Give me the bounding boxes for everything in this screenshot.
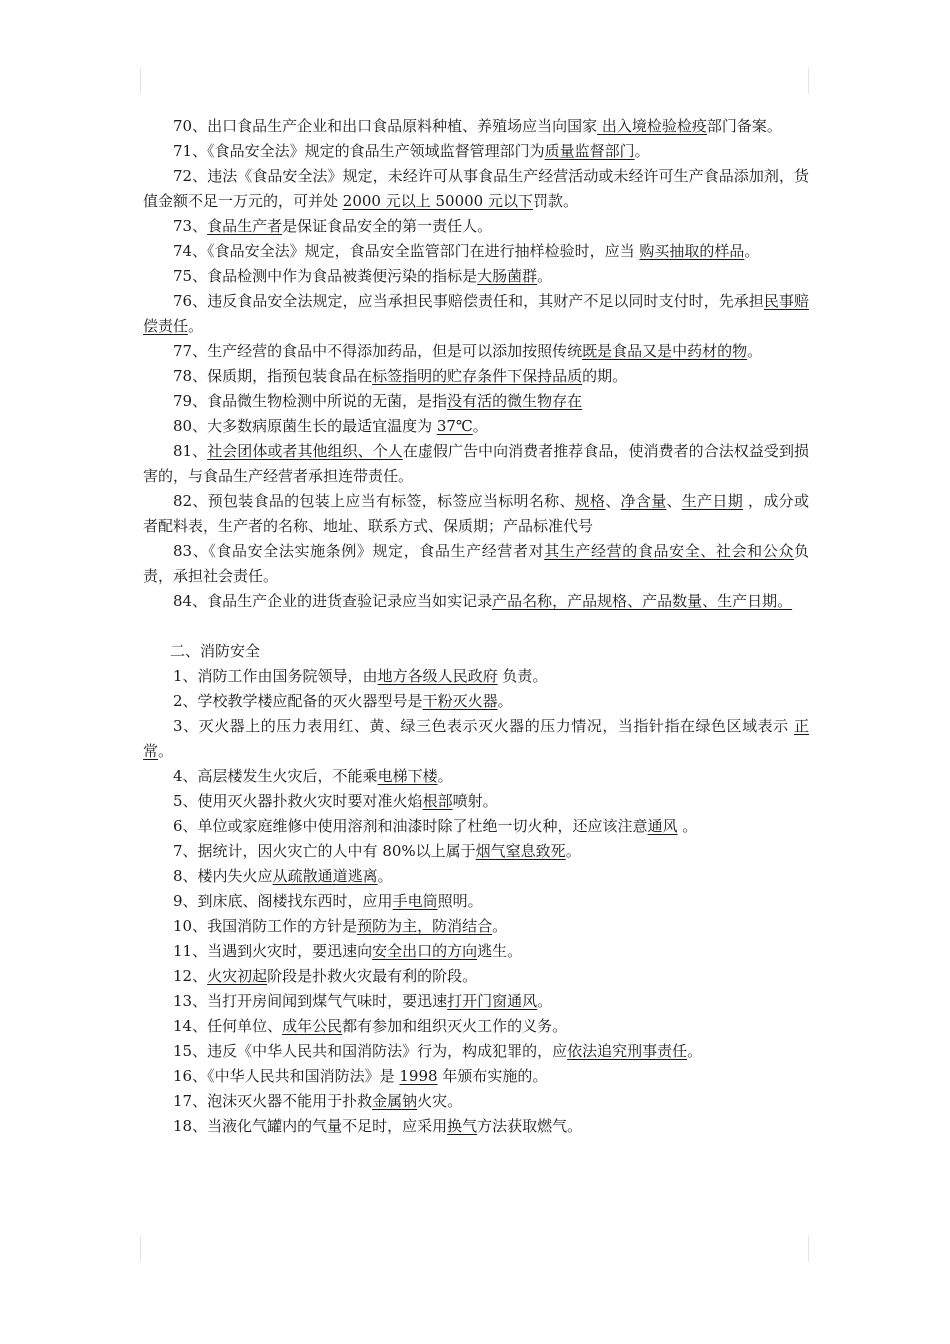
question-text: 食品微生物检测中所说的无菌，是指 <box>207 392 448 410</box>
question-text: 负责，承担社会责任。 <box>143 542 809 585</box>
question-text: 违反《中华人民共和国消防法》行为，构成犯罪的，应 <box>207 1042 568 1060</box>
section-heading-fire-safety: 二、消防安全 <box>170 642 261 660</box>
question-number: 73、 <box>173 217 208 235</box>
answer-blank: 食品生产者 <box>207 217 283 235</box>
answer-blank: 大肠菌群 <box>477 267 538 285</box>
answer-blank: 其生产经营的食品安全、社会和公众 <box>544 542 794 560</box>
question-text: 当遇到火灾时，要迅速向 <box>207 942 373 960</box>
answer-blank: 手电筒 <box>392 892 438 910</box>
answer-blank: 安全出口的方向 <box>372 942 478 960</box>
question-text: 逃生。 <box>477 942 523 960</box>
answer-blank: 预防为主，防消结合 <box>357 917 493 935</box>
answer-blank: 规格 <box>574 492 606 510</box>
answer-blank: 从疏散通道逃离 <box>272 867 378 885</box>
question-text: 违法《食品安全法》规定，未经许可从事食品生产经营活动或未经许可生产食品添加剂，货值金额不足一万元的，可并处 <box>143 167 809 210</box>
document-body <box>143 114 809 1139</box>
answer-blank: 民事赔偿责任 <box>143 292 809 335</box>
question-text: 《食品安全法》规定的食品生产领域监督管理部门为 <box>207 142 545 160</box>
question-item <box>143 339 809 364</box>
question-item <box>143 214 809 239</box>
question-item <box>143 539 809 589</box>
question-number: 5、 <box>173 792 198 810</box>
question-text: 楼内失火应 <box>197 867 273 885</box>
question-text: 罚款。 <box>532 192 578 210</box>
question-text: 。 <box>492 917 508 935</box>
question-text: 。 <box>377 867 393 885</box>
question-item <box>143 839 809 864</box>
question-number: 14、 <box>173 1017 208 1035</box>
question-number: 12、 <box>173 967 208 985</box>
question-text: 负责。 <box>497 667 548 685</box>
answer-blank: 社会团体或者其他组织、个人 <box>207 442 403 460</box>
question-item <box>143 939 809 964</box>
question-item <box>143 764 809 789</box>
question-number: 2、 <box>173 692 198 710</box>
answer-blank: 地方各级人民政府 <box>377 667 498 685</box>
question-item <box>143 1064 809 1089</box>
question-text: 。 <box>687 1042 703 1060</box>
question-text: 部门备案。 <box>706 117 782 135</box>
question-number: 11、 <box>173 942 208 960</box>
question-number: 81、 <box>173 442 208 460</box>
question-item <box>143 139 809 164</box>
question-item <box>143 414 809 439</box>
question-number: 82、 <box>173 492 208 510</box>
question-item <box>143 164 809 214</box>
question-item <box>143 439 809 489</box>
answer-blank: 换气 <box>447 1117 478 1135</box>
question-text: 灭火器上的压力表用红、黄、绿三色表示灭火器的压力情况，当指针指在绿色区域表示 <box>198 717 794 735</box>
question-text: 。 <box>634 142 650 160</box>
question-item <box>143 114 809 139</box>
answer-blank: 出入境检验检疫 <box>597 117 707 135</box>
answer-blank: 烟气窒息致死 <box>475 842 566 860</box>
question-text: 。 <box>188 317 204 335</box>
question-item <box>143 1089 809 1114</box>
question-number: 80、 <box>173 417 208 435</box>
question-text: 当液化气罐内的气量不足时，应采用 <box>207 1117 448 1135</box>
answer-blank: 火灾初起 <box>207 967 268 985</box>
question-number: 18、 <box>173 1117 208 1135</box>
question-text: 高层楼发生火灾后，不能乘 <box>197 767 378 785</box>
question-text: 、 <box>605 492 621 510</box>
answer-blank: 既是食品又是中药材的物 <box>582 342 748 360</box>
question-item <box>143 664 809 689</box>
question-item <box>143 789 809 814</box>
question-text: 《中华人民共和国消防法》是 <box>207 1067 400 1085</box>
question-number: 74、 <box>173 242 208 260</box>
question-number: 72、 <box>173 167 208 185</box>
question-item <box>143 289 809 339</box>
question-number: 7、 <box>173 842 198 860</box>
question-text: 泡沫灭火器不能用于扑救 <box>207 1092 373 1110</box>
question-text: 单位或家庭维修中使用溶剂和油漆时除了杜绝一切火种，还应该注意 <box>197 817 648 835</box>
question-item <box>143 264 809 289</box>
question-text: 。 <box>537 992 553 1010</box>
question-item <box>143 914 809 939</box>
question-text: 任何单位、 <box>207 1017 283 1035</box>
food-safety-question-list <box>143 114 809 614</box>
question-text: 使用灭火器扑救火灾时要对准火焰 <box>197 792 423 810</box>
question-number: 77、 <box>173 342 208 360</box>
fire-safety-question-list <box>143 664 809 1139</box>
question-text: 我国消防工作的方针是 <box>207 917 358 935</box>
answer-blank: 打开门窗通风 <box>447 992 538 1010</box>
answer-blank: 金属钠 <box>372 1092 418 1110</box>
question-text: 是保证食品安全的第一责任人。 <box>282 217 493 235</box>
question-text: 。 <box>437 767 453 785</box>
question-text: 到床底、阁楼找东西时，应用 <box>197 892 393 910</box>
question-number: 16、 <box>173 1067 208 1085</box>
question-item <box>143 589 809 614</box>
question-text: 方法获取燃气。 <box>477 1117 583 1135</box>
answer-blank: 1998 <box>399 1067 438 1085</box>
answer-blank: 标签指明的贮存条件下保持品质 <box>372 367 583 385</box>
answer-blank: 生产日期 <box>681 492 743 510</box>
question-item <box>143 1014 809 1039</box>
question-item <box>143 864 809 889</box>
question-number: 1、 <box>173 667 198 685</box>
answer-blank: 正常 <box>143 717 809 760</box>
question-text: 《食品安全法》规定，食品安全监管部门在进行抽样检验时，应当 <box>207 242 640 260</box>
question-number: 4、 <box>173 767 198 785</box>
question-text: 学校教学楼应配备的灭火器型号是 <box>197 692 423 710</box>
page-corner-mark <box>808 68 810 94</box>
question-text: 火灾。 <box>417 1092 463 1110</box>
answer-blank: 依法追究刑事责任 <box>567 1042 688 1060</box>
question-number: 70、 <box>173 117 208 135</box>
question-text: 据统计，因火灾亡的人中有 80%以上属于 <box>197 842 476 860</box>
answer-blank: 通风 <box>647 817 678 835</box>
question-text: 、 <box>666 492 682 510</box>
page-corner-mark <box>140 1236 142 1262</box>
page-corner-mark <box>808 1236 810 1262</box>
question-number: 17、 <box>173 1092 208 1110</box>
question-text: 保质期，指预包装食品在 <box>207 367 373 385</box>
answer-blank: 质量监督部门 <box>544 142 635 160</box>
answer-blank: 成年公民 <box>282 1017 343 1035</box>
question-item <box>143 889 809 914</box>
answer-blank: 根部 <box>422 792 453 810</box>
question-text: 喷射。 <box>452 792 498 810</box>
section-spacer <box>143 614 809 639</box>
question-text: 在虚假广告中向消费者推荐食品，使消费者的合法权益受到损害的，与食品生产经营者承担连带责任。 <box>143 442 809 485</box>
question-text: 出口食品生产企业和出口食品原料种植、养殖场应当向国家 <box>207 117 598 135</box>
question-item <box>143 989 809 1014</box>
question-text: 。 <box>158 742 174 760</box>
question-number: 9、 <box>173 892 198 910</box>
answer-blank: 电梯下楼 <box>377 767 438 785</box>
question-text: 预包装食品的包装上应当有标签，标签应当标明名称、 <box>207 492 575 510</box>
question-number: 71、 <box>173 142 208 160</box>
answer-blank: 净含量 <box>620 492 667 510</box>
question-text: 违反食品安全法规定，应当承担民事赔偿责任和，其财产不足以同时支付时，先承担 <box>207 292 764 310</box>
question-number: 84、 <box>173 592 208 610</box>
question-text: 。 <box>497 692 513 710</box>
question-item <box>143 714 809 764</box>
question-number: 6、 <box>173 817 198 835</box>
question-number: 8、 <box>173 867 198 885</box>
question-item <box>143 364 809 389</box>
answer-blank: 没有活的微生物存在 <box>447 392 583 410</box>
question-number: 76、 <box>173 292 208 310</box>
question-number: 78、 <box>173 367 208 385</box>
question-text: 。 <box>747 342 763 360</box>
question-number: 10、 <box>173 917 208 935</box>
question-text: ，成分或者配料表，生产者的名称、地址、联系方式、保质期；产品标准代号 <box>143 492 809 535</box>
answer-blank: 2000 元以上 50000 元以下 <box>342 192 533 210</box>
question-text: 《食品安全法实施条例》规定，食品生产经营者对 <box>208 542 545 560</box>
question-number: 3、 <box>173 717 199 735</box>
question-item <box>143 489 809 539</box>
question-text: 。 <box>537 267 553 285</box>
question-number: 75、 <box>173 267 208 285</box>
question-text: 年颁布实施的。 <box>437 1067 548 1085</box>
question-text: 食品生产企业的进货查验记录应当如实记录 <box>207 592 493 610</box>
question-text: 。 <box>472 417 488 435</box>
question-item <box>143 239 809 264</box>
question-text: 生产经营的食品中不得添加药品，但是可以添加按照传统 <box>207 342 583 360</box>
question-text: 大多数病原菌生长的最适宜温度为 <box>207 417 437 435</box>
question-text: 消防工作由国务院领导，由 <box>197 667 378 685</box>
question-item <box>143 964 809 989</box>
answer-blank: 干粉灭火器 <box>422 692 498 710</box>
question-number: 15、 <box>173 1042 208 1060</box>
question-item <box>143 1114 809 1139</box>
question-text: 都有参加和组织灭火工作的义务。 <box>342 1017 568 1035</box>
question-item <box>143 814 809 839</box>
question-number: 83、 <box>173 542 209 560</box>
page-corner-mark <box>140 68 142 94</box>
question-text: 。 <box>744 242 760 260</box>
question-text: 食品检测中作为食品被粪便污染的指标是 <box>207 267 478 285</box>
question-item <box>143 689 809 714</box>
answer-blank: 购买抽取的样品 <box>639 242 745 260</box>
question-text: 。 <box>677 817 698 835</box>
question-text: 。 <box>565 842 581 860</box>
question-item <box>143 389 809 414</box>
question-item <box>143 1039 809 1064</box>
question-text: 当打开房间闻到煤气气味时，要迅速 <box>207 992 448 1010</box>
question-text: 的期。 <box>582 367 628 385</box>
question-text: 阶段是扑救火灾最有利的阶段。 <box>267 967 478 985</box>
question-number: 79、 <box>173 392 208 410</box>
question-text: 照明。 <box>437 892 483 910</box>
answer-blank: 37℃ <box>436 417 473 435</box>
question-number: 13、 <box>173 992 208 1010</box>
answer-blank: 产品名称，产品规格、产品数量、生产日期。 <box>492 592 793 610</box>
